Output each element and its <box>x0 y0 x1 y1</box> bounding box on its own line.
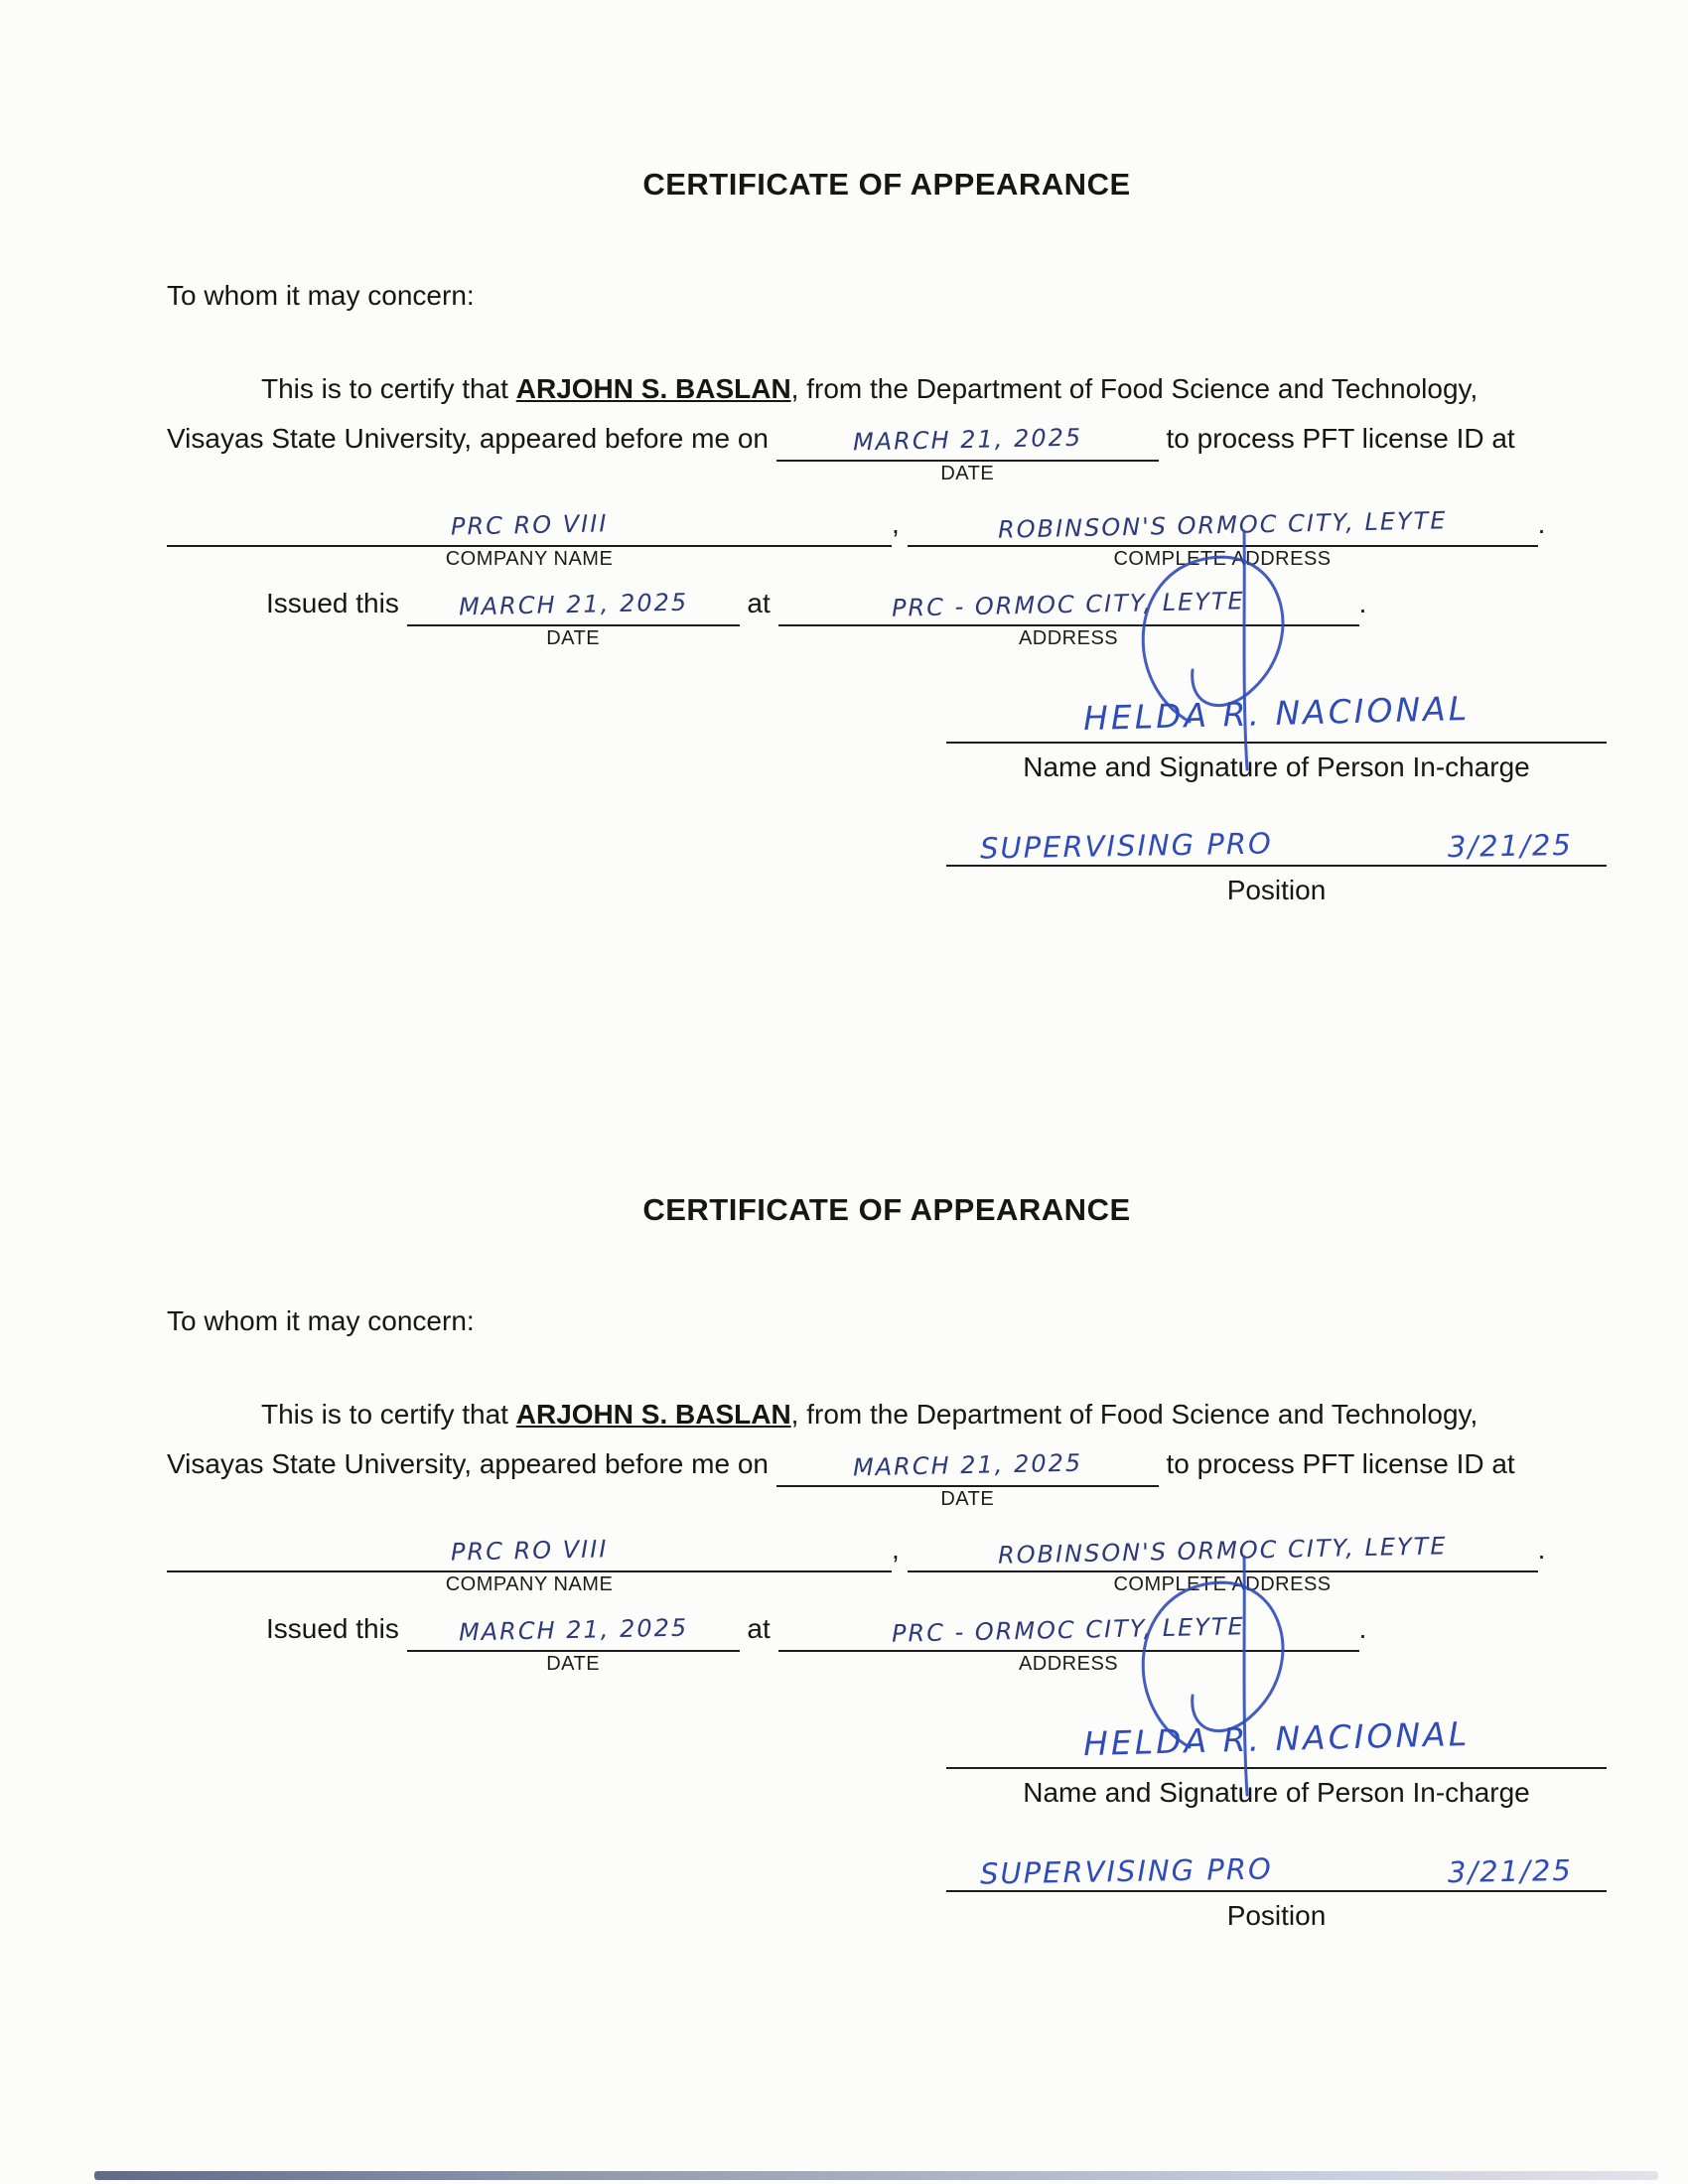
handwritten-date: MARCH 21, 2025 <box>852 1448 1083 1482</box>
certificate-body <box>167 1392 1607 1595</box>
certificate-body <box>167 366 1607 570</box>
body-line2-pre: Visayas State University, appeared before me on <box>167 1448 776 1479</box>
handwritten-complete-address: ROBINSON'S ORMOC CITY, LEYTE <box>997 1532 1448 1570</box>
body-after-name: , from the Department of Food Science and Technology, <box>790 1399 1478 1430</box>
issued-connector: at <box>739 588 778 618</box>
salutation: To whom it may concern: <box>167 280 475 311</box>
issued-row <box>266 581 1607 649</box>
certificate-2 <box>0 1192 1688 1932</box>
signature-caption: Name and Signature of Person In-charge <box>1023 751 1530 782</box>
signature-block <box>946 1715 1607 1932</box>
issued-prefix: Issued this <box>266 1613 407 1644</box>
issued-address-label: ADDRESS <box>1018 1653 1119 1675</box>
body-line-1 <box>167 1392 1607 1437</box>
date-label: DATE <box>940 1488 995 1510</box>
issued-address-blank <box>778 1609 1359 1675</box>
handwritten-issued-date: MARCH 21, 2025 <box>458 588 688 621</box>
position-line <box>946 1844 1607 1892</box>
issued-date-label: DATE <box>546 627 601 649</box>
handwritten-position: SUPERVISING PRO <box>979 1851 1274 1891</box>
company-label: COMPANY NAME <box>445 548 614 570</box>
date-blank <box>776 1444 1159 1510</box>
position-caption: Position <box>1226 875 1327 905</box>
body-line2-pre: Visayas State University, appeared before me on <box>167 423 776 454</box>
period: . <box>1358 588 1367 618</box>
person-name: ARJOHN S. BASLAN <box>515 1399 791 1430</box>
handwritten-issued-date: MARCH 21, 2025 <box>458 1613 688 1647</box>
certificate-1 <box>0 0 1688 906</box>
certificate-title: CERTIFICATE OF APPEARANCE <box>642 1192 1131 1227</box>
salutation: To whom it may concern: <box>167 1305 475 1336</box>
company-blank <box>167 1530 892 1595</box>
handwritten-position-date: 3/21/25 <box>1447 1852 1574 1890</box>
period: . <box>1537 508 1546 539</box>
body-line2-post: to process PFT license ID at <box>1158 423 1515 454</box>
handwritten-position-date: 3/21/25 <box>1447 827 1574 865</box>
signature-line <box>946 690 1607 744</box>
position-caption: Position <box>1226 1900 1327 1931</box>
handwritten-company: PRC RO VIII <box>450 1535 609 1567</box>
issued-prefix: Issued this <box>266 588 407 618</box>
period: . <box>1537 1534 1546 1565</box>
person-name: ARJOHN S. BASLAN <box>515 373 791 404</box>
body-line2-post: to process PFT license ID at <box>1158 1448 1515 1479</box>
position-line <box>946 819 1607 867</box>
body-line-2 <box>167 1441 1607 1510</box>
issued-date-label: DATE <box>546 1653 601 1675</box>
comma: , <box>892 508 900 539</box>
signature-caption: Name and Signature of Person In-charge <box>1023 1777 1530 1808</box>
issued-address-label: ADDRESS <box>1018 627 1119 649</box>
complete-address-label: COMPLETE ADDRESS <box>1113 1573 1332 1595</box>
complete-address-label: COMPLETE ADDRESS <box>1113 548 1332 570</box>
comma: , <box>892 1534 900 1565</box>
handwritten-position: SUPERVISING PRO <box>979 826 1274 866</box>
body-after-name: , from the Department of Food Science and Technology, <box>790 373 1478 404</box>
issued-date-blank <box>407 1609 740 1675</box>
period: . <box>1358 1613 1367 1644</box>
issued-address-blank <box>778 584 1359 649</box>
body-line-2 <box>167 416 1607 484</box>
body-line-1 <box>167 366 1607 412</box>
handwritten-signature-name: HELDA R. NACIONAL <box>1082 1713 1471 1764</box>
signature-line <box>946 1715 1607 1769</box>
company-label: COMPANY NAME <box>445 1573 614 1595</box>
body-line-3 <box>167 1527 1607 1595</box>
date-label: DATE <box>940 463 995 484</box>
certificate-title: CERTIFICATE OF APPEARANCE <box>642 167 1131 202</box>
handwritten-company: PRC RO VIII <box>450 509 609 541</box>
body-intro: This is to certify that <box>261 373 516 404</box>
signature-block <box>946 690 1607 906</box>
handwritten-issued-address: PRC - ORMOC CITY, LEYTE <box>891 587 1246 622</box>
handwritten-complete-address: ROBINSON'S ORMOC CITY, LEYTE <box>997 506 1448 544</box>
body-intro: This is to certify that <box>261 1399 516 1430</box>
issued-row <box>266 1606 1607 1675</box>
complete-address-blank <box>908 1530 1538 1595</box>
company-blank <box>167 504 892 570</box>
handwritten-signature-name: HELDA R. NACIONAL <box>1082 688 1471 739</box>
body-line-3 <box>167 501 1607 570</box>
scan-bottom-edge <box>94 2171 1658 2180</box>
date-blank <box>776 419 1159 484</box>
issued-date-blank <box>407 584 740 649</box>
complete-address-blank <box>908 504 1538 570</box>
handwritten-issued-address: PRC - ORMOC CITY, LEYTE <box>891 1612 1246 1648</box>
handwritten-date: MARCH 21, 2025 <box>852 423 1083 457</box>
issued-connector: at <box>739 1613 778 1644</box>
